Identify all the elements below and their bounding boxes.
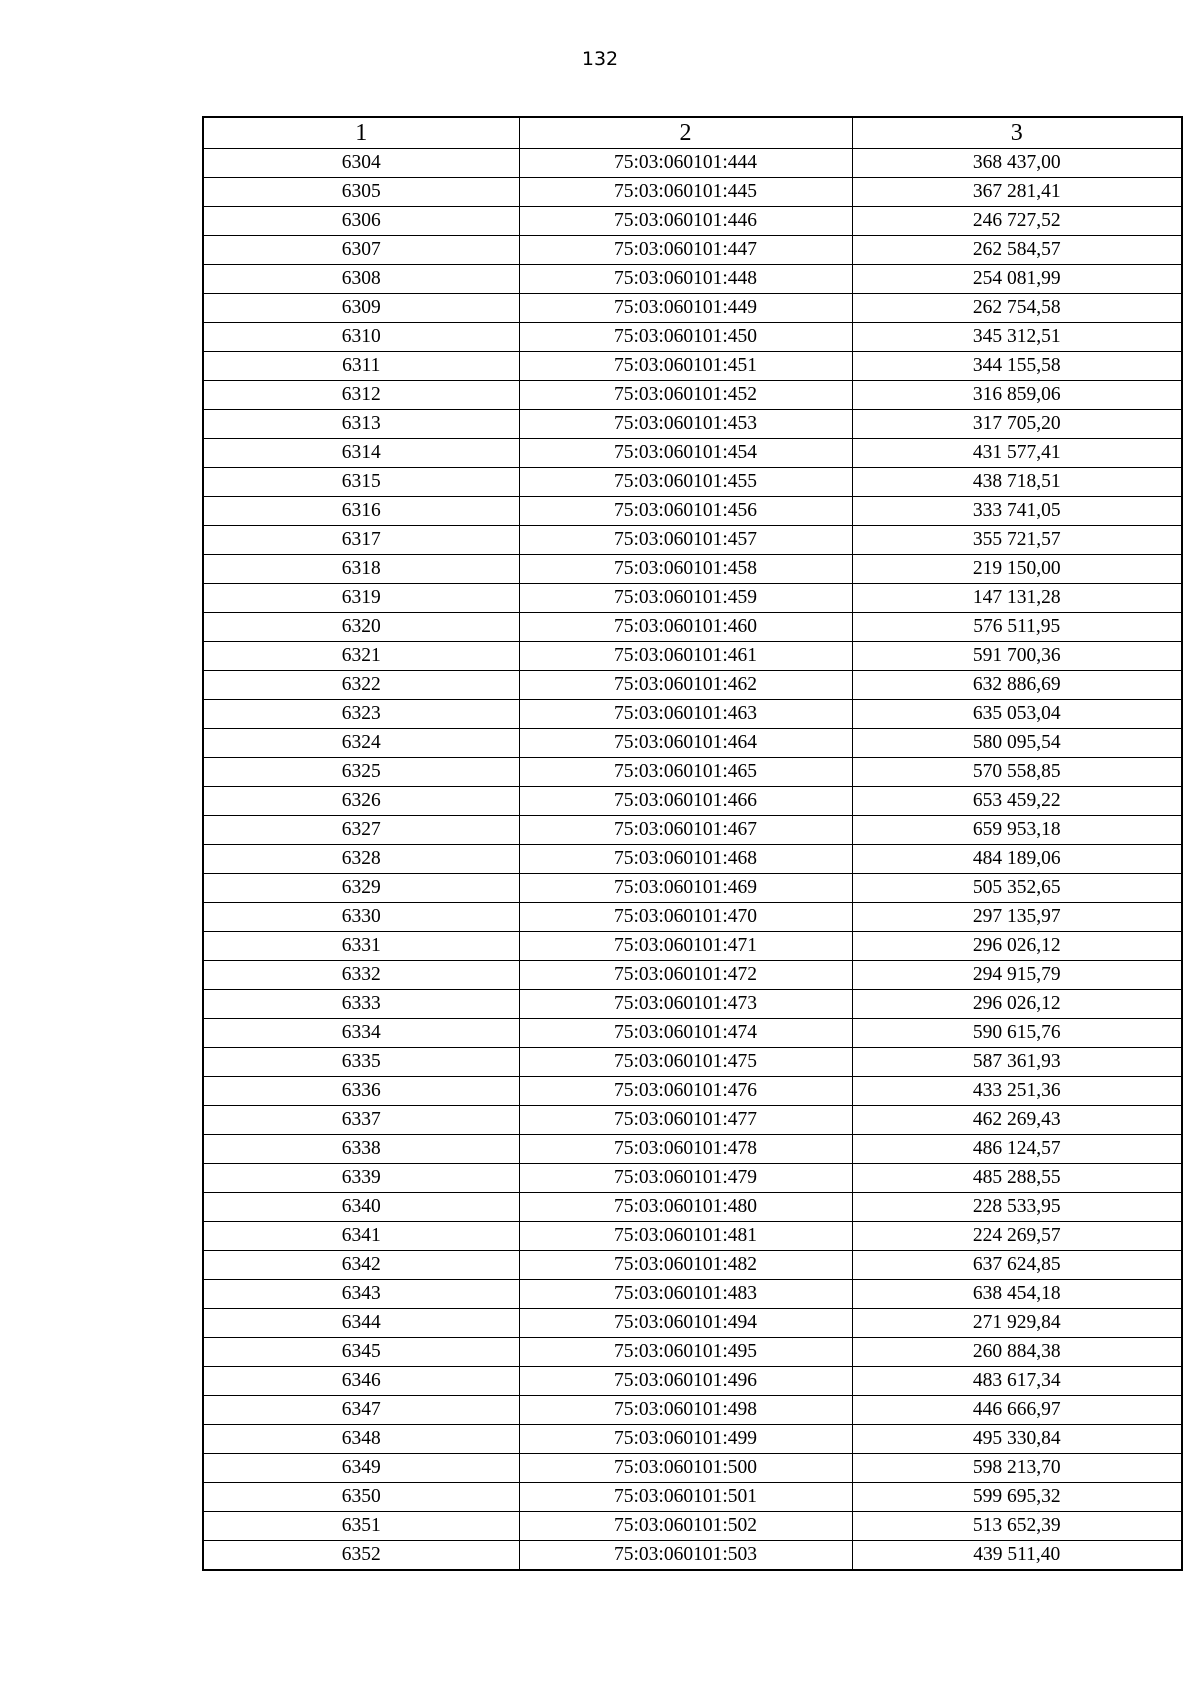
row-number-cell: 6306 bbox=[203, 207, 519, 236]
row-number-cell: 6327 bbox=[203, 816, 519, 845]
cadastral-number-cell: 75:03:060101:461 bbox=[519, 642, 852, 671]
value-cell: 590 615,76 bbox=[852, 1019, 1182, 1048]
value-cell: 446 666,97 bbox=[852, 1396, 1182, 1425]
table-row bbox=[203, 1251, 1182, 1280]
table-row bbox=[203, 1048, 1182, 1077]
row-number-cell: 6329 bbox=[203, 874, 519, 903]
cadastral-number-cell: 75:03:060101:476 bbox=[519, 1077, 852, 1106]
cadastral-number-cell: 75:03:060101:459 bbox=[519, 584, 852, 613]
cadastral-number-cell: 75:03:060101:462 bbox=[519, 671, 852, 700]
row-number-cell: 6320 bbox=[203, 613, 519, 642]
value-cell: 587 361,93 bbox=[852, 1048, 1182, 1077]
table-row bbox=[203, 1164, 1182, 1193]
data-table bbox=[202, 116, 1183, 1571]
row-number-cell: 6352 bbox=[203, 1541, 519, 1571]
table-row bbox=[203, 1338, 1182, 1367]
value-cell: 260 884,38 bbox=[852, 1338, 1182, 1367]
value-cell: 433 251,36 bbox=[852, 1077, 1182, 1106]
cadastral-number-cell: 75:03:060101:475 bbox=[519, 1048, 852, 1077]
header-row bbox=[203, 117, 1182, 149]
row-number-cell: 6341 bbox=[203, 1222, 519, 1251]
row-number-cell: 6323 bbox=[203, 700, 519, 729]
value-cell: 439 511,40 bbox=[852, 1541, 1182, 1571]
cadastral-number-cell: 75:03:060101:449 bbox=[519, 294, 852, 323]
table-row bbox=[203, 1425, 1182, 1454]
row-number-cell: 6351 bbox=[203, 1512, 519, 1541]
value-cell: 344 155,58 bbox=[852, 352, 1182, 381]
row-number-cell: 6315 bbox=[203, 468, 519, 497]
cadastral-number-cell: 75:03:060101:478 bbox=[519, 1135, 852, 1164]
cadastral-number-cell: 75:03:060101:472 bbox=[519, 961, 852, 990]
value-cell: 598 213,70 bbox=[852, 1454, 1182, 1483]
cadastral-number-cell: 75:03:060101:471 bbox=[519, 932, 852, 961]
table-row bbox=[203, 1019, 1182, 1048]
cadastral-number-cell: 75:03:060101:463 bbox=[519, 700, 852, 729]
row-number-cell: 6338 bbox=[203, 1135, 519, 1164]
cadastral-number-cell: 75:03:060101:498 bbox=[519, 1396, 852, 1425]
row-number-cell: 6347 bbox=[203, 1396, 519, 1425]
row-number-cell: 6311 bbox=[203, 352, 519, 381]
table-row bbox=[203, 787, 1182, 816]
row-number-cell: 6344 bbox=[203, 1309, 519, 1338]
table-row bbox=[203, 874, 1182, 903]
value-cell: 368 437,00 bbox=[852, 149, 1182, 178]
cadastral-number-cell: 75:03:060101:447 bbox=[519, 236, 852, 265]
cadastral-number-cell: 75:03:060101:464 bbox=[519, 729, 852, 758]
row-number-cell: 6313 bbox=[203, 410, 519, 439]
row-number-cell: 6337 bbox=[203, 1106, 519, 1135]
cadastral-number-cell: 75:03:060101:453 bbox=[519, 410, 852, 439]
row-number-cell: 6310 bbox=[203, 323, 519, 352]
table-row bbox=[203, 236, 1182, 265]
value-cell: 462 269,43 bbox=[852, 1106, 1182, 1135]
row-number-cell: 6316 bbox=[203, 497, 519, 526]
row-number-cell: 6309 bbox=[203, 294, 519, 323]
value-cell: 637 624,85 bbox=[852, 1251, 1182, 1280]
cadastral-number-cell: 75:03:060101:469 bbox=[519, 874, 852, 903]
value-cell: 147 131,28 bbox=[852, 584, 1182, 613]
cadastral-number-cell: 75:03:060101:503 bbox=[519, 1541, 852, 1571]
value-cell: 262 584,57 bbox=[852, 236, 1182, 265]
table-row bbox=[203, 323, 1182, 352]
table-row bbox=[203, 642, 1182, 671]
cadastral-number-cell: 75:03:060101:465 bbox=[519, 758, 852, 787]
table-row bbox=[203, 903, 1182, 932]
cadastral-number-cell: 75:03:060101:499 bbox=[519, 1425, 852, 1454]
cadastral-number-cell: 75:03:060101:474 bbox=[519, 1019, 852, 1048]
cadastral-number-cell: 75:03:060101:454 bbox=[519, 439, 852, 468]
cadastral-number-cell: 75:03:060101:457 bbox=[519, 526, 852, 555]
cadastral-number-cell: 75:03:060101:468 bbox=[519, 845, 852, 874]
row-number-cell: 6334 bbox=[203, 1019, 519, 1048]
table-row bbox=[203, 410, 1182, 439]
value-cell: 495 330,84 bbox=[852, 1425, 1182, 1454]
table-row bbox=[203, 149, 1182, 178]
value-cell: 294 915,79 bbox=[852, 961, 1182, 990]
cadastral-number-cell: 75:03:060101:481 bbox=[519, 1222, 852, 1251]
value-cell: 505 352,65 bbox=[852, 874, 1182, 903]
row-number-cell: 6324 bbox=[203, 729, 519, 758]
table-row bbox=[203, 381, 1182, 410]
row-number-cell: 6305 bbox=[203, 178, 519, 207]
row-number-cell: 6349 bbox=[203, 1454, 519, 1483]
table-row bbox=[203, 555, 1182, 584]
cadastral-number-cell: 75:03:060101:477 bbox=[519, 1106, 852, 1135]
table-row bbox=[203, 584, 1182, 613]
value-cell: 483 617,34 bbox=[852, 1367, 1182, 1396]
row-number-cell: 6336 bbox=[203, 1077, 519, 1106]
value-cell: 224 269,57 bbox=[852, 1222, 1182, 1251]
row-number-cell: 6308 bbox=[203, 265, 519, 294]
cadastral-number-cell: 75:03:060101:480 bbox=[519, 1193, 852, 1222]
cadastral-number-cell: 75:03:060101:483 bbox=[519, 1280, 852, 1309]
value-cell: 591 700,36 bbox=[852, 642, 1182, 671]
value-cell: 228 533,95 bbox=[852, 1193, 1182, 1222]
value-cell: 632 886,69 bbox=[852, 671, 1182, 700]
value-cell: 271 929,84 bbox=[852, 1309, 1182, 1338]
row-number-cell: 6317 bbox=[203, 526, 519, 555]
value-cell: 355 721,57 bbox=[852, 526, 1182, 555]
table-row bbox=[203, 1454, 1182, 1483]
table-row bbox=[203, 1193, 1182, 1222]
row-number-cell: 6331 bbox=[203, 932, 519, 961]
column-header-1: 1 bbox=[203, 117, 519, 149]
cadastral-number-cell: 75:03:060101:450 bbox=[519, 323, 852, 352]
row-number-cell: 6333 bbox=[203, 990, 519, 1019]
value-cell: 296 026,12 bbox=[852, 990, 1182, 1019]
value-cell: 485 288,55 bbox=[852, 1164, 1182, 1193]
table-row bbox=[203, 961, 1182, 990]
table-row bbox=[203, 1077, 1182, 1106]
table-row bbox=[203, 700, 1182, 729]
value-cell: 570 558,85 bbox=[852, 758, 1182, 787]
cadastral-number-cell: 75:03:060101:446 bbox=[519, 207, 852, 236]
table-row bbox=[203, 1135, 1182, 1164]
table-row bbox=[203, 207, 1182, 236]
cadastral-number-cell: 75:03:060101:466 bbox=[519, 787, 852, 816]
row-number-cell: 6307 bbox=[203, 236, 519, 265]
table-row bbox=[203, 613, 1182, 642]
row-number-cell: 6330 bbox=[203, 903, 519, 932]
value-cell: 345 312,51 bbox=[852, 323, 1182, 352]
cadastral-number-cell: 75:03:060101:460 bbox=[519, 613, 852, 642]
cadastral-number-cell: 75:03:060101:502 bbox=[519, 1512, 852, 1541]
value-cell: 316 859,06 bbox=[852, 381, 1182, 410]
value-cell: 296 026,12 bbox=[852, 932, 1182, 961]
cadastral-number-cell: 75:03:060101:501 bbox=[519, 1483, 852, 1512]
column-header-3: 3 bbox=[852, 117, 1182, 149]
value-cell: 254 081,99 bbox=[852, 265, 1182, 294]
table-row bbox=[203, 1367, 1182, 1396]
column-header-2: 2 bbox=[519, 117, 852, 149]
table-row bbox=[203, 1280, 1182, 1309]
table-row bbox=[203, 816, 1182, 845]
table-row bbox=[203, 439, 1182, 468]
table-row bbox=[203, 758, 1182, 787]
table-row bbox=[203, 845, 1182, 874]
table-row bbox=[203, 990, 1182, 1019]
cadastral-number-cell: 75:03:060101:456 bbox=[519, 497, 852, 526]
cadastral-number-cell: 75:03:060101:451 bbox=[519, 352, 852, 381]
value-cell: 297 135,97 bbox=[852, 903, 1182, 932]
table-row bbox=[203, 468, 1182, 497]
row-number-cell: 6325 bbox=[203, 758, 519, 787]
cadastral-number-cell: 75:03:060101:452 bbox=[519, 381, 852, 410]
value-cell: 638 454,18 bbox=[852, 1280, 1182, 1309]
table-row bbox=[203, 294, 1182, 323]
row-number-cell: 6318 bbox=[203, 555, 519, 584]
row-number-cell: 6342 bbox=[203, 1251, 519, 1280]
page-number: 132 bbox=[581, 48, 619, 70]
row-number-cell: 6304 bbox=[203, 149, 519, 178]
row-number-cell: 6322 bbox=[203, 671, 519, 700]
cadastral-number-cell: 75:03:060101:494 bbox=[519, 1309, 852, 1338]
table-row bbox=[203, 1106, 1182, 1135]
row-number-cell: 6340 bbox=[203, 1193, 519, 1222]
cadastral-number-cell: 75:03:060101:482 bbox=[519, 1251, 852, 1280]
value-cell: 653 459,22 bbox=[852, 787, 1182, 816]
row-number-cell: 6345 bbox=[203, 1338, 519, 1367]
cadastral-number-cell: 75:03:060101:479 bbox=[519, 1164, 852, 1193]
value-cell: 317 705,20 bbox=[852, 410, 1182, 439]
cadastral-number-cell: 75:03:060101:444 bbox=[519, 149, 852, 178]
cadastral-number-cell: 75:03:060101:473 bbox=[519, 990, 852, 1019]
table-header bbox=[203, 117, 1182, 149]
value-cell: 219 150,00 bbox=[852, 555, 1182, 584]
value-cell: 262 754,58 bbox=[852, 294, 1182, 323]
row-number-cell: 6348 bbox=[203, 1425, 519, 1454]
cadastral-number-cell: 75:03:060101:448 bbox=[519, 265, 852, 294]
value-cell: 580 095,54 bbox=[852, 729, 1182, 758]
row-number-cell: 6335 bbox=[203, 1048, 519, 1077]
value-cell: 659 953,18 bbox=[852, 816, 1182, 845]
cadastral-number-cell: 75:03:060101:500 bbox=[519, 1454, 852, 1483]
table-row bbox=[203, 1309, 1182, 1338]
cadastral-number-cell: 75:03:060101:467 bbox=[519, 816, 852, 845]
value-cell: 246 727,52 bbox=[852, 207, 1182, 236]
value-cell: 576 511,95 bbox=[852, 613, 1182, 642]
table-row bbox=[203, 671, 1182, 700]
table-body bbox=[203, 149, 1182, 1571]
row-number-cell: 6326 bbox=[203, 787, 519, 816]
row-number-cell: 6312 bbox=[203, 381, 519, 410]
table-row bbox=[203, 729, 1182, 758]
value-cell: 635 053,04 bbox=[852, 700, 1182, 729]
row-number-cell: 6321 bbox=[203, 642, 519, 671]
row-number-cell: 6339 bbox=[203, 1164, 519, 1193]
value-cell: 333 741,05 bbox=[852, 497, 1182, 526]
row-number-cell: 6314 bbox=[203, 439, 519, 468]
row-number-cell: 6346 bbox=[203, 1367, 519, 1396]
value-cell: 486 124,57 bbox=[852, 1135, 1182, 1164]
table-row bbox=[203, 352, 1182, 381]
value-cell: 484 189,06 bbox=[852, 845, 1182, 874]
table-row bbox=[203, 497, 1182, 526]
table-row bbox=[203, 178, 1182, 207]
cadastral-number-cell: 75:03:060101:445 bbox=[519, 178, 852, 207]
value-cell: 431 577,41 bbox=[852, 439, 1182, 468]
table-row bbox=[203, 1222, 1182, 1251]
cadastral-number-cell: 75:03:060101:470 bbox=[519, 903, 852, 932]
cadastral-number-cell: 75:03:060101:455 bbox=[519, 468, 852, 497]
row-number-cell: 6328 bbox=[203, 845, 519, 874]
row-number-cell: 6319 bbox=[203, 584, 519, 613]
value-cell: 367 281,41 bbox=[852, 178, 1182, 207]
cadastral-number-cell: 75:03:060101:458 bbox=[519, 555, 852, 584]
table-row bbox=[203, 932, 1182, 961]
table-row bbox=[203, 1541, 1182, 1571]
value-cell: 438 718,51 bbox=[852, 468, 1182, 497]
row-number-cell: 6350 bbox=[203, 1483, 519, 1512]
cadastral-number-cell: 75:03:060101:495 bbox=[519, 1338, 852, 1367]
table-row bbox=[203, 265, 1182, 294]
table-row bbox=[203, 1512, 1182, 1541]
row-number-cell: 6332 bbox=[203, 961, 519, 990]
value-cell: 599 695,32 bbox=[852, 1483, 1182, 1512]
value-cell: 513 652,39 bbox=[852, 1512, 1182, 1541]
table-row bbox=[203, 1483, 1182, 1512]
table-row bbox=[203, 526, 1182, 555]
table-row bbox=[203, 1396, 1182, 1425]
cadastral-number-cell: 75:03:060101:496 bbox=[519, 1367, 852, 1396]
row-number-cell: 6343 bbox=[203, 1280, 519, 1309]
